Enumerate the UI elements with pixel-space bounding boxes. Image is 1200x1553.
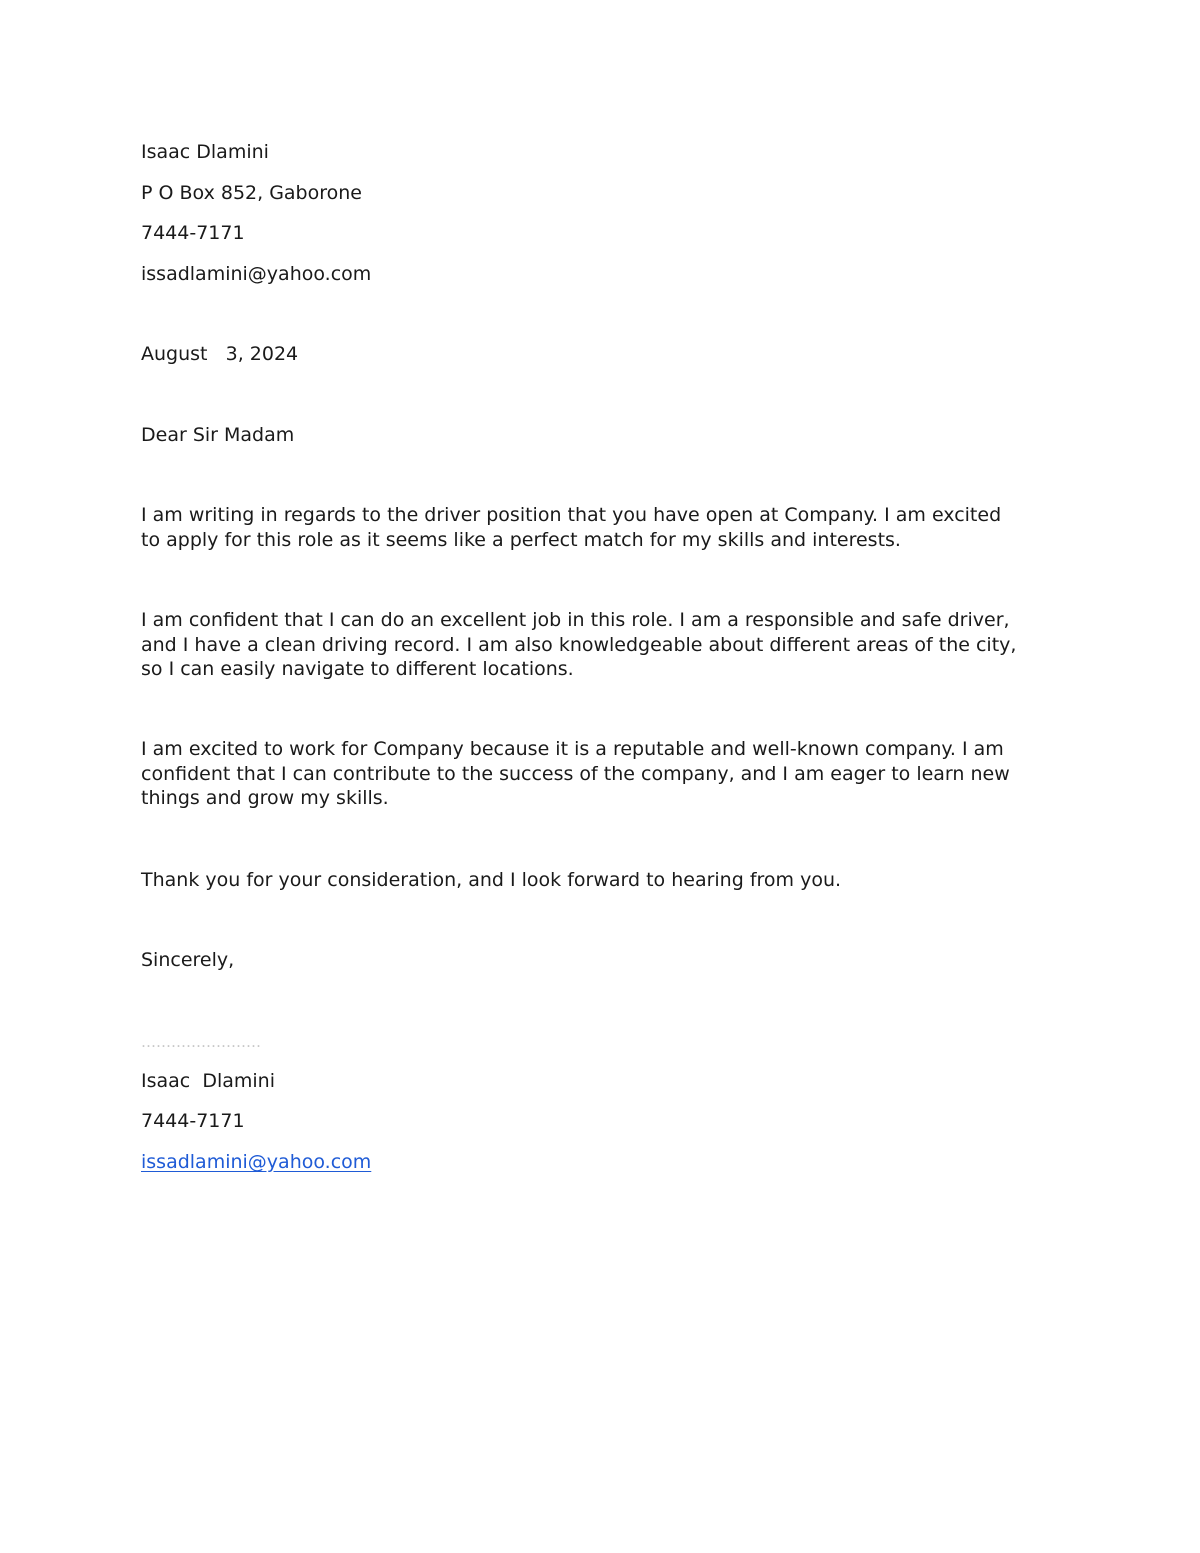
sender-phone: 7444-7171 — [141, 222, 245, 244]
sender-address: P O Box 852, Gaborone — [141, 182, 362, 204]
paragraph-line: I am writing in regards to the driver position that you have open at Company. I am excited — [141, 504, 1002, 526]
body-paragraph-3 — [141, 737, 1056, 811]
sender-name: Isaac Dlamini — [141, 141, 269, 163]
paragraph-line: I am confident that I can do an excellent job in this role. I am a responsible and safe driver, — [141, 609, 1010, 631]
body-paragraph-4: Thank you for your consideration, and I look forward to hearing from you. — [141, 869, 842, 891]
body-paragraph-1 — [141, 503, 1056, 552]
signature-phone: 7444-7171 — [141, 1110, 245, 1132]
signature-name: Isaac Dlamini — [141, 1070, 275, 1092]
paragraph-line: so I can easily navigate to different locations. — [141, 658, 574, 680]
paragraph-line: things and grow my skills. — [141, 787, 389, 809]
paragraph-line: to apply for this role as it seems like a perfect match for my skills and interests. — [141, 528, 901, 551]
paragraph-line: confident that I can contribute to the success of the company, and I am eager to learn new — [141, 762, 1010, 785]
paragraph-line: I am excited to work for Company because it is a reputable and well-known company. I am — [141, 738, 1004, 760]
paragraph-line: and I have a clean driving record. I am also knowledgeable about different areas of the city, — [141, 633, 1017, 656]
body-paragraph-2 — [141, 608, 1056, 682]
signature-email-link[interactable]: issadlamini@yahoo.com — [141, 1151, 372, 1173]
signature-email-wrapper — [141, 1150, 371, 1175]
salutation: Dear Sir Madam — [141, 424, 295, 446]
letter-date: August 3, 2024 — [141, 343, 299, 365]
signature-line: …………………… — [141, 1033, 261, 1051]
sender-email: issadlamini@yahoo.com — [141, 263, 372, 285]
closing: Sincerely, — [141, 949, 235, 971]
